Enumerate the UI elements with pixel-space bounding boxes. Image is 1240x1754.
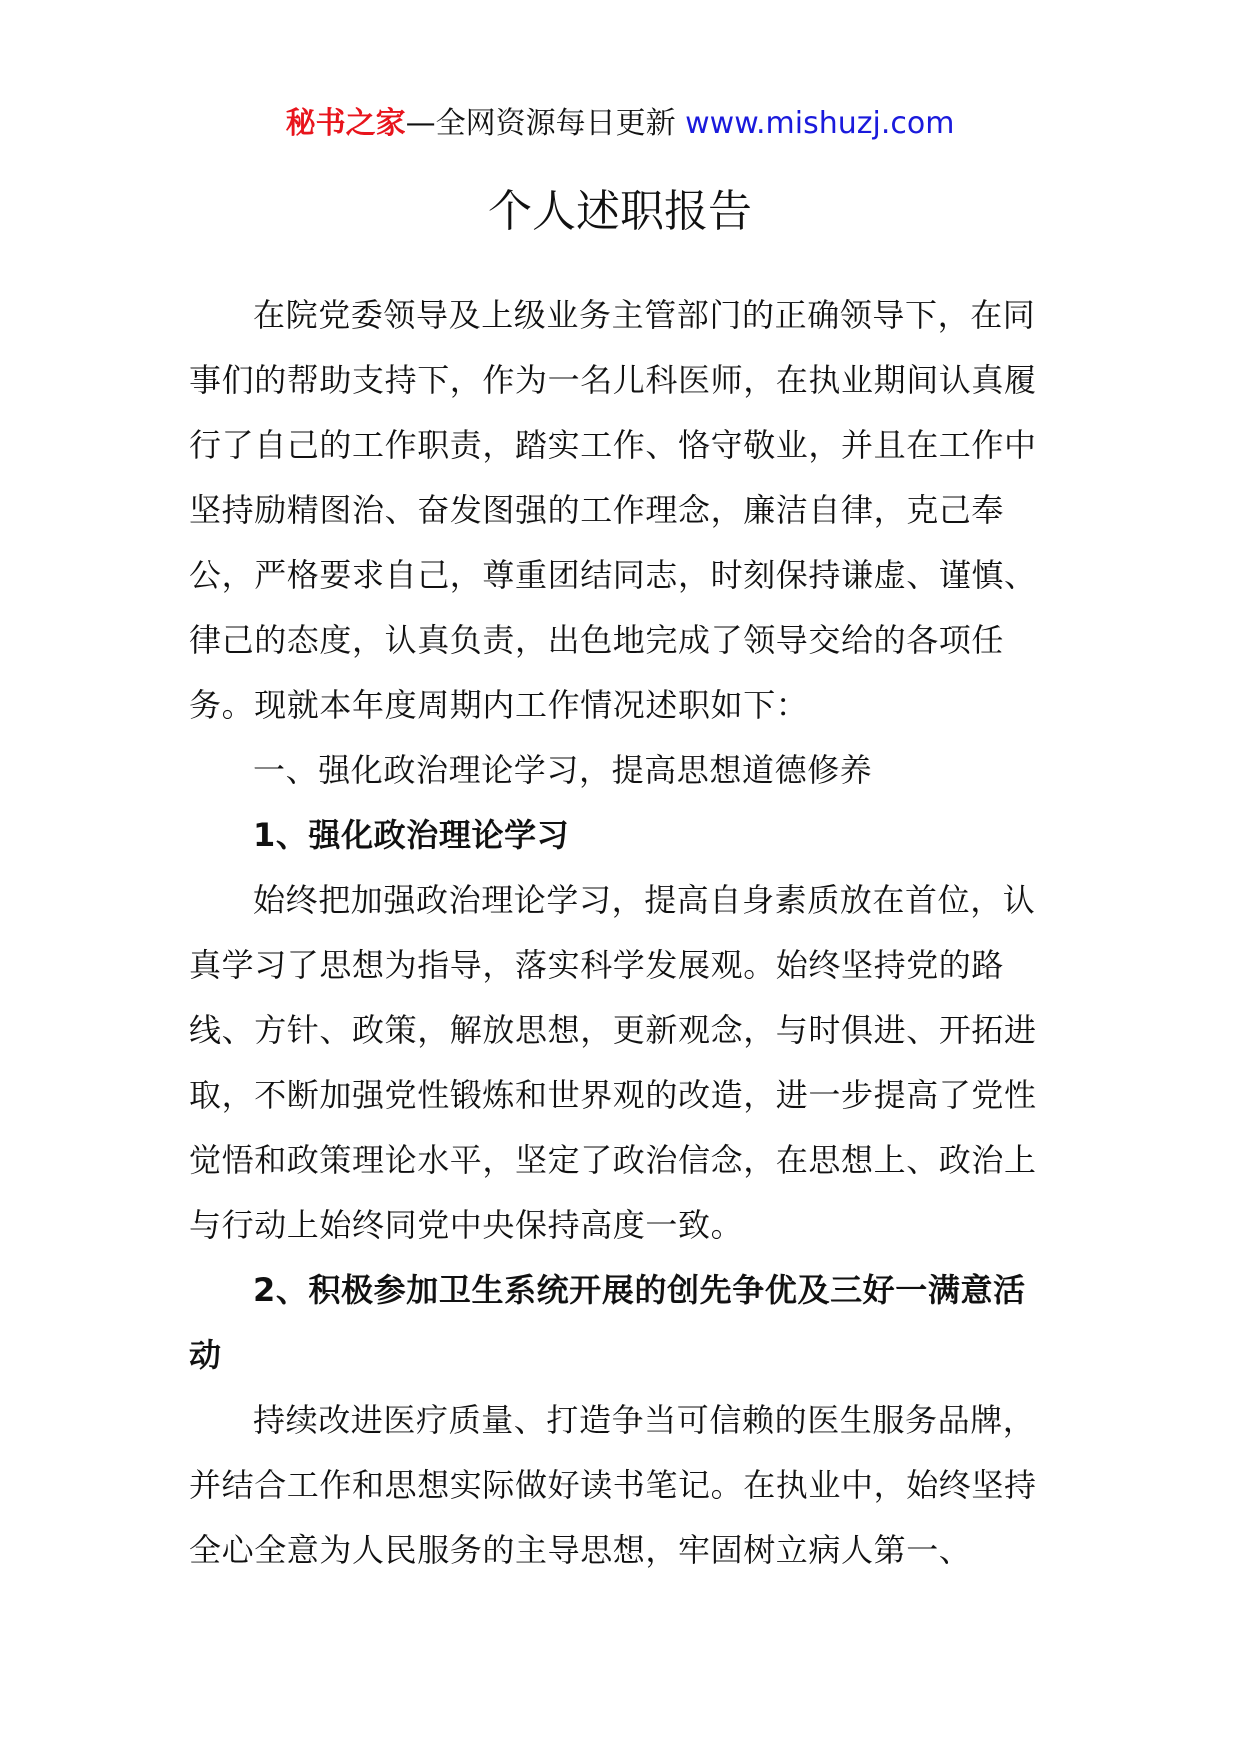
body-paragraph-1: 始终把加强政治理论学习，提高自身素质放在首位，认真学习了思想为指导，落实科学发展观。始终坚持党的路线、方针、政策，解放思想，更新观念，与时俱进、开拓进取，不断加强党性锻炼和世界观的改造，进一步提高了党性觉悟和政策理论水平，坚定了政治信念，在思想上、政治上与行动上始终同党中央保持高度一致。 [189,881,1037,1244]
intro-paragraph: 在院党委领导及上级业务主管部门的正确领导下，在同事们的帮助支持下，作为一名儿科医师，在执业期间认真履行了自己的工作职责，踏实工作、恪守敬业，并且在工作中坚持励精图治、奋发图强的工作理念，廉洁自律，克己奉公，严格要求自己，尊重团结同志，时刻保持谦虚、谨慎、律己的态度，认真负责，出色地完成了领导交给的各项任务。现就本年度周期内工作情况述职如下： [189,296,1037,724]
site-url-link[interactable]: www.mishuzj.com [685,106,955,141]
site-header [0,102,1240,146]
subsection-heading-1: 1、强化政治理论学习 [253,816,570,854]
body-paragraph-2: 持续改进医疗质量、打造争当可信赖的医生服务品牌，并结合工作和思想实际做好读书笔记。在执业中，始终坚持全心全意为人民服务的主导思想，牢固树立病人第一、 [189,1401,1037,1569]
subsection-heading-2: 2、积极参加卫生系统开展的创先争优及三好一满意活动 [189,1271,1026,1374]
section-heading-1: 一、强化政治理论学习，提高思想道德修养 [253,751,873,789]
document-title: 个人述职报告 [488,186,752,237]
document-body [189,283,1057,1583]
header-tagline: —全网资源每日更新 [405,106,686,141]
brand-name: 秘书之家 [285,106,406,141]
